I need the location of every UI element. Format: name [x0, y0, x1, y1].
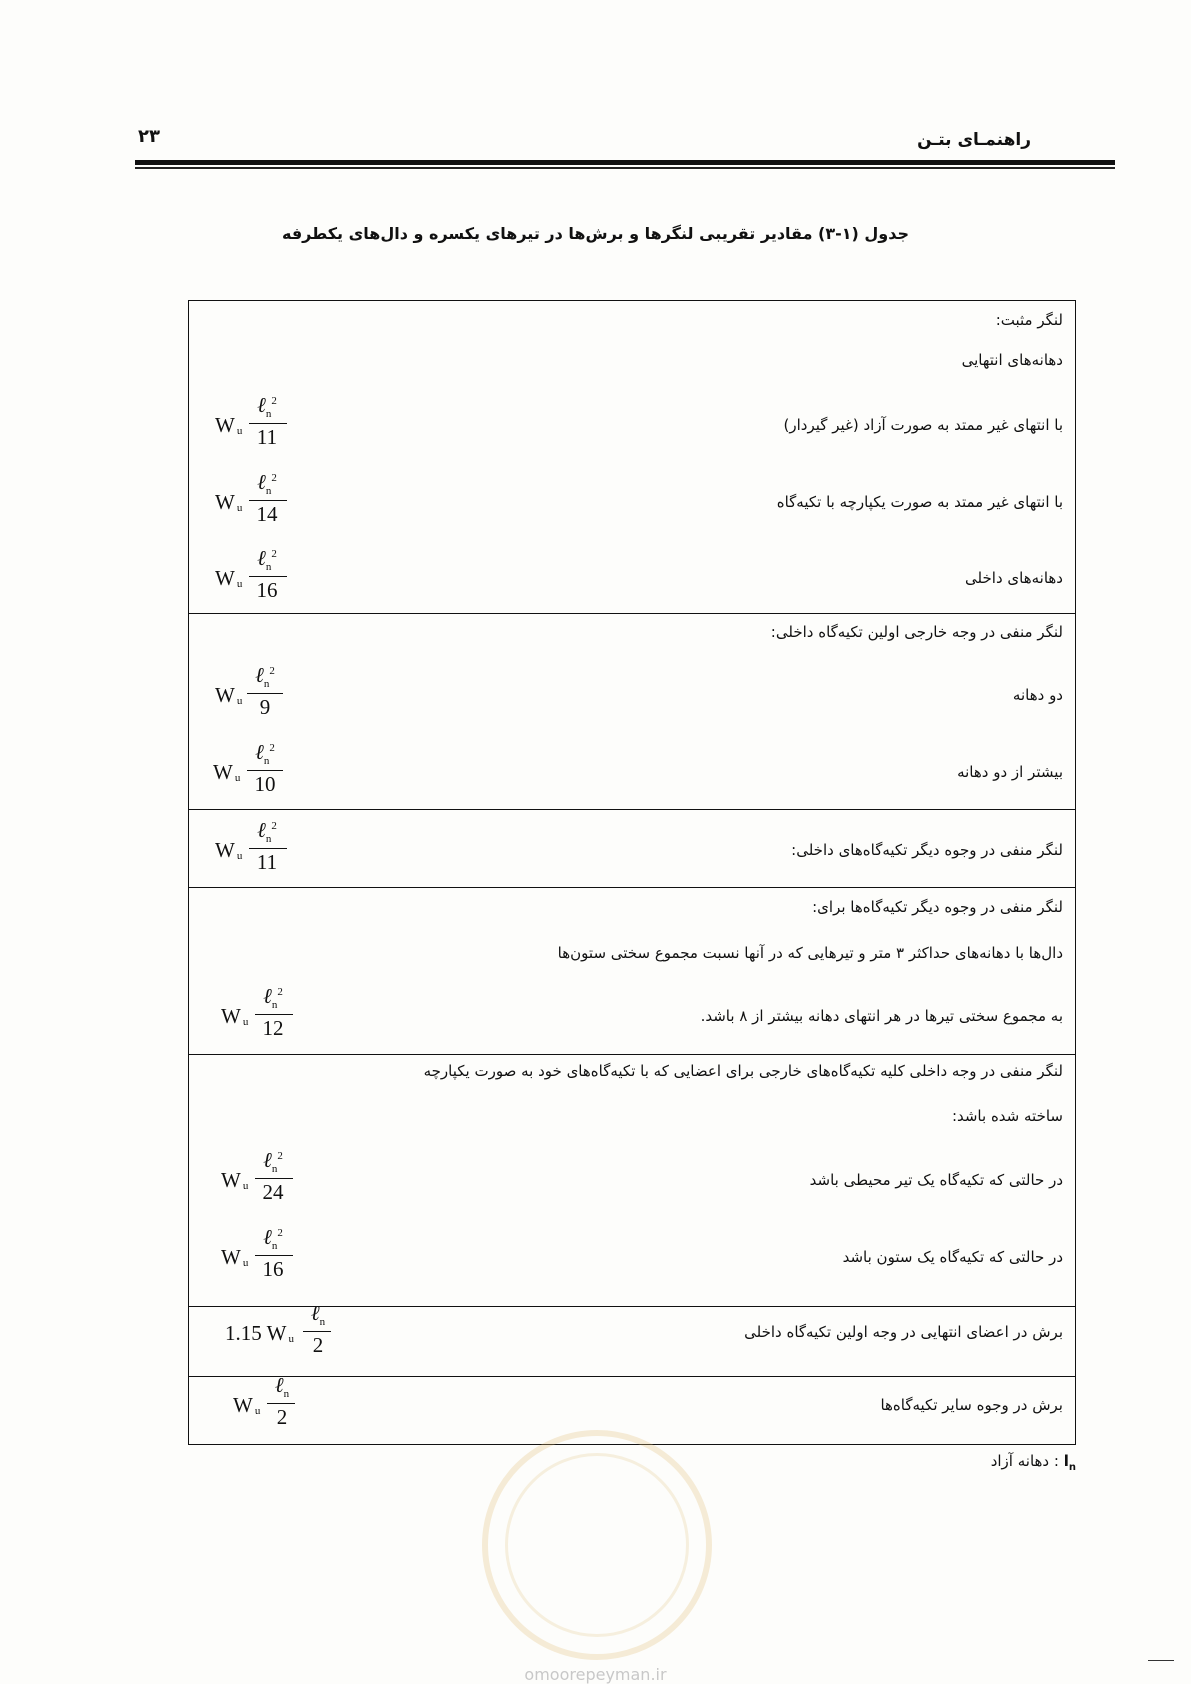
formula-wu-ln2-14: W $_u$ ℓ$_n^2$ 14 [215, 470, 295, 530]
formula-wu-ln2-10: W $_u$ ℓ$_n^2$ 10 [213, 740, 293, 800]
header-rule [135, 160, 1115, 165]
table-caption: جدول (۱-۳) مقادیر تقریبی لنگرها و برش‌ها در تیرهای یکسره و دال‌های یکطرفه [281, 224, 910, 243]
book-title: راهنمـای بتـن [917, 130, 1031, 150]
row-column-label: در حالتی که تکیه‌گاه یک ستون باشد [842, 1248, 1063, 1266]
formula-wu-ln2-9: W $_u$ ℓ$_n^2$ 9 [215, 663, 295, 723]
watermark-site: omoorepeyman.ir [524, 1665, 667, 1684]
footnote-ln-definition: $l_n$ : دهانه آزاد [990, 1452, 1076, 1473]
formula-wu-ln2-11-interior: W $_u$ ℓ$_n^2$ 11 [215, 818, 295, 878]
row-other-interior-label: لنگر منفی در وجوه دیگر تکیه‌گاه‌های داخلی: [791, 841, 1063, 859]
table-divider [189, 1054, 1075, 1055]
formula-wu-ln2-24: W $_u$ ℓ$_n^2$ 24 [221, 1148, 301, 1208]
header-rule-thin [135, 167, 1115, 169]
neg-other-supports-heading: لنگر منفی در وجوه دیگر تکیه‌گاه‌ها برای: [812, 898, 1063, 916]
exterior-supports-heading-line1: لنگر منفی در وجه داخلی کلیه تکیه‌گاه‌های خارجی برای اعضایی که با تکیه‌گاه‌های خود به صورت یکپارچه [423, 1062, 1063, 1080]
row-free-end-label: با انتهای غیر ممتد به صورت آزاد (غیر گیردار) [783, 416, 1063, 434]
row-interior-spans-label: دهانه‌های داخلی [965, 569, 1063, 587]
row-integral-end-label: با انتهای غیر ممتد به صورت یکپارچه با تکیه‌گاه [776, 493, 1063, 511]
row-shear-other-label: برش در وجوه سایر تکیه‌گاه‌ها [880, 1396, 1063, 1414]
formula-wu-ln2-16-column: W $_u$ ℓ$_n^2$ 16 [221, 1225, 301, 1285]
slabs-condition-line1: دال‌ها با دهانه‌های حداکثر ۳ متر و تیرهایی که در آنها نسبت مجموع سختی ستون‌ها [557, 944, 1063, 962]
moments-shears-table [188, 300, 1076, 1445]
neg-first-support-heading: لنگر منفی در وجه خارجی اولین تکیه‌گاه داخلی: [770, 623, 1063, 641]
slabs-condition-line2: به مجموع سختی تیرها در هر انتهای دهانه بیشتر از ۸ باشد. [700, 1007, 1063, 1025]
formula-wu-ln2-11: W $_u$ ℓ$_n^2$ 11 [215, 393, 295, 453]
table-divider [189, 809, 1075, 810]
formula-wu-ln2-12: W $_u$ ℓ$_n^2$ 12 [221, 984, 301, 1044]
formula-wu-ln2-16: W $_u$ ℓ$_n^2$ 16 [215, 546, 295, 606]
row-shear-end-label: برش در اعضای انتهایی در وجه اولین تکیه‌گاه داخلی [744, 1323, 1063, 1341]
margin-dash [1148, 1660, 1174, 1661]
row-two-spans-label: دو دهانه [1012, 686, 1063, 704]
exterior-supports-heading-line2: ساخته شده باشد: [951, 1107, 1063, 1125]
table-divider [189, 887, 1075, 888]
positive-moment-heading: لنگر مثبت: [995, 311, 1063, 329]
end-spans-heading: دهانه‌های انتهایی [961, 351, 1063, 369]
row-spandrel-label: در حالتی که تکیه‌گاه یک تیر محیطی باشد [809, 1171, 1063, 1189]
formula-115-wu-ln-2: 1.15 W $_u$ ℓ$_n$ 2 [225, 1301, 345, 1361]
table-divider [189, 613, 1075, 614]
table-divider [189, 1376, 1075, 1377]
page-number: ۲۳ [138, 126, 160, 147]
watermark-seal-inner [505, 1453, 689, 1637]
formula-wu-ln-2: W $_u$ ℓ$_n$ 2 [233, 1373, 313, 1433]
row-more-spans-label: بیشتر از دو دهانه [957, 763, 1063, 781]
